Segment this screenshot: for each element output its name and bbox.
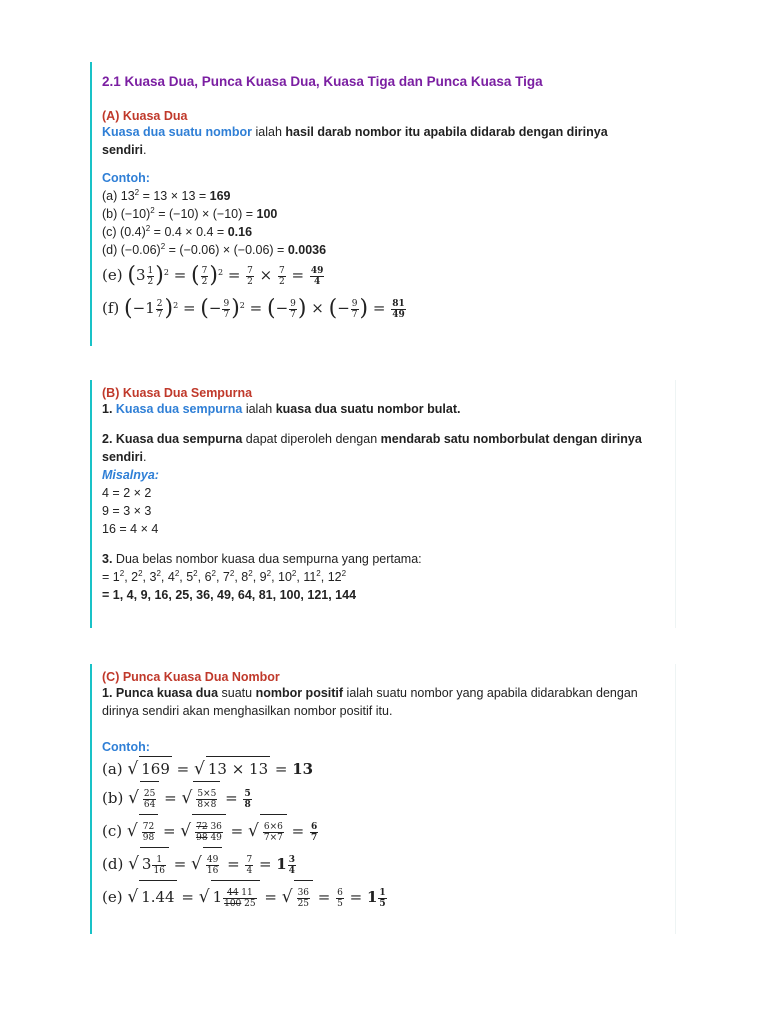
sqrt-example-b: (b) √ $\frac{25}{64}$ = √ $\frac{5\times 5}{8\times 8}$ = $\frac{5}{8}$: [102, 781, 675, 814]
example-f-formula: (f) (−1 $\frac{2}{7}$ )$^2$ = (− $\frac{9}{7}$ )$^2$ = (− $\frac{9}{7}$ ) × (− $\frac{9}{7}$ ) = $\frac{81}{49}$: [102, 296, 405, 321]
contoh-label: Contoh:: [102, 171, 150, 185]
section-title: 2.1 Kuasa Dua, Punca Kuasa Dua, Kuasa Tiga dan Punca Kuasa Tiga: [102, 74, 543, 89]
definition-kuasa-dua: Kuasa dua suatu nombor ialah hasil darab nombor itu apabila didarab dengan dirinya sendiri.: [102, 125, 608, 157]
contoh-label: Contoh:: [102, 740, 150, 754]
heading-punca-kuasa-dua: (C) Punca Kuasa Dua Nombor: [102, 670, 280, 684]
example-a: (a) $13^2 = 13 \times 13 = 169$: [102, 188, 231, 203]
sqrt-example-d: (d) √ 3 $\frac{1}{16}$ = √ $\frac{49}{16}$ = $\frac{7}{4}$ = 1 $\frac{3}{4}$: [102, 847, 675, 880]
point-2: 2. Kuasa dua sempurna dapat diperoleh dengan mendarab satu nomborbulat dengan dirinya sendiri.: [102, 432, 642, 464]
heading-kuasa-dua-sempurna: (B) Kuasa Dua Sempurna: [102, 386, 253, 400]
point-1-definition: 1. Punca kuasa dua suatu nombor positif ialah suatu nombor yang apabila didarabkan dengan dirinya sendiri akan menghasilkan nombor positif itu.: [102, 686, 638, 718]
sqrt-example-c: (c) √ $\frac{72}{98}$ = √ $\frac{72 36}{98 49}$ = √ $\frac{6\times 6}{7\times 7}$ = $\frac{6}{7}$: [102, 814, 675, 847]
card-kuasa-dua-sempurna: [90, 380, 676, 628]
example-e-formula: (e) (3 $\frac{1}{2}$ )$^2$ = ( $\frac{7}{2}$ )$^2$ = $\frac{7}{2}$ × $\frac{7}{2}$ = $\frac{49}{4}$: [102, 263, 324, 288]
point-1: 1. Kuasa dua sempurna ialah kuasa dua suatu nombor bulat.: [102, 402, 461, 416]
example-d: (d) $(-0.06)^2 = (-0.06) \times (-0.06) = 0.0036$: [102, 242, 327, 257]
misalnya-3: 16 = 4 × 4: [102, 522, 159, 536]
heading-kuasa-dua: (A) Kuasa Dua: [102, 109, 188, 123]
point-3: 3. Dua belas nombor kuasa dua sempurna yang pertama:: [102, 552, 422, 566]
sqrt-example-e: (e) √ 1.44 = √ 1 $\frac{44 11}{100 25}$ = √ $\frac{36}{25}$ = $\frac{6}{5}$ = 1 $\frac{1}{5}$: [102, 880, 675, 913]
sqrt-example-a: (a) √ 169 = √ 13 × 13 = 13: [102, 756, 675, 781]
powers-list: = $1^2$, $2^2$, $3^2$, $4^2$, $5^2$, $6^2$, $7^2$, $8^2$, $9^2$, $10^2$, $11^2$, $12^2$: [102, 569, 347, 584]
card-kuasa-dua: [90, 62, 676, 346]
misalnya-2: 9 = 3 × 3: [102, 504, 152, 518]
example-b: (b) $(-10)^2 = (-10) \times (-10) = 100$: [102, 206, 278, 221]
perfect-squares-result: = 1, 4, 9, 16, 25, 36, 49, 64, 81, 100, 121, 144: [102, 588, 357, 602]
misalnya-label: Misalnya:: [102, 468, 159, 482]
card-punca-kuasa-dua: [90, 664, 676, 934]
misalnya-1: 4 = 2 × 2: [102, 486, 152, 500]
example-c: (c) $(0.4)^2 = 0.4 \times 0.4 = 0.16$: [102, 224, 253, 239]
